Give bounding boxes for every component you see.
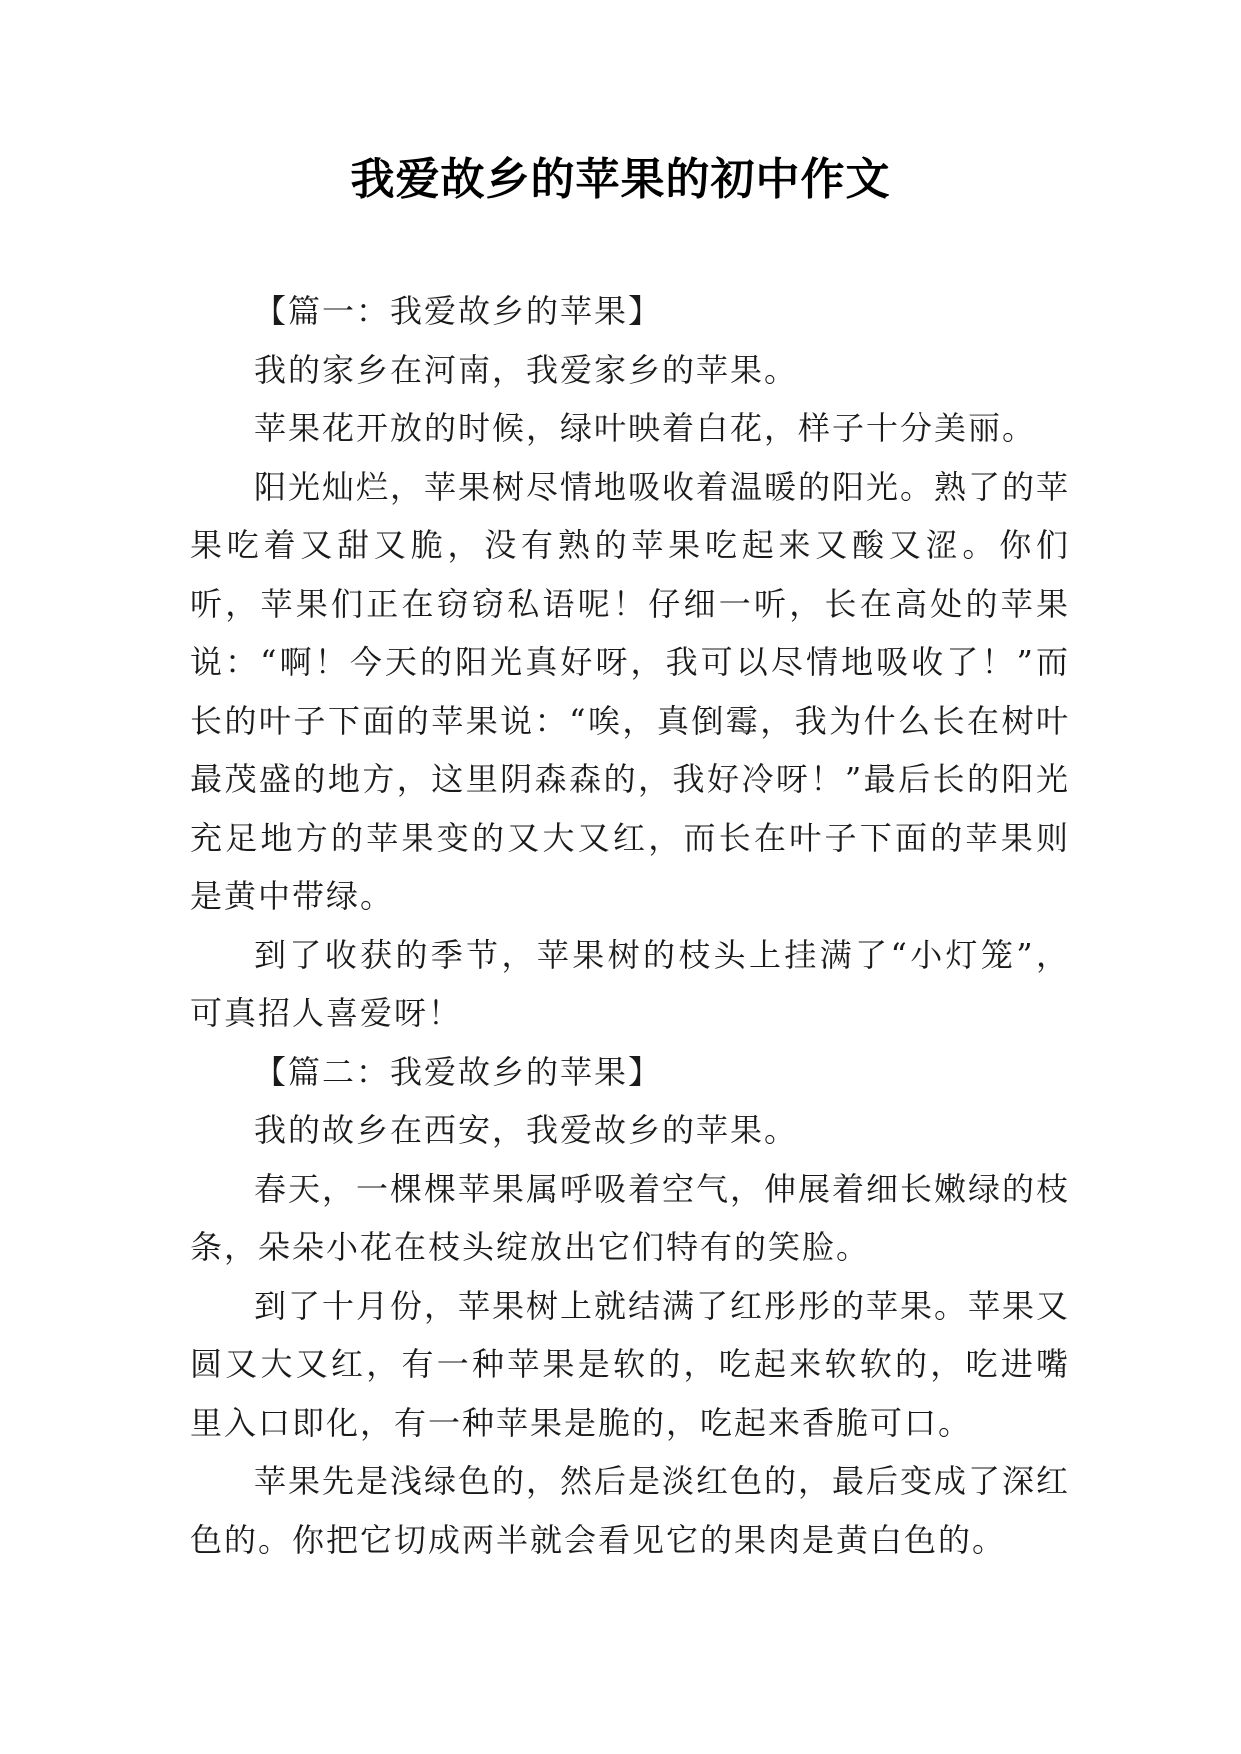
paragraph: 到了十月份，苹果树上就结满了红彤彤的苹果。苹果又圆又大又红，有一种苹果是软的，吃起来软软的，吃进嘴里入口即化，有一种苹果是脆的，吃起来香脆可口。 bbox=[190, 1286, 1071, 1442]
section-heading-2: 【篇二：我爱故乡的苹果】 bbox=[254, 1052, 663, 1091]
paragraph: 我的家乡在河南，我爱家乡的苹果。 bbox=[254, 350, 799, 389]
document-title: 我爱故乡的苹果的初中作文 bbox=[350, 154, 891, 205]
document-body bbox=[190, 282, 1070, 1569]
section-heading-1: 【篇一：我爱故乡的苹果】 bbox=[254, 292, 663, 330]
paragraph: 苹果先是浅绿色的，然后是淡红色的，最后变成了深红色的。你把它切成两半就会看见它的果肉是黄白色的。 bbox=[190, 1462, 1071, 1559]
paragraph: 我的故乡在西安，我爱故乡的苹果。 bbox=[254, 1111, 799, 1149]
paragraph: 春天，一棵棵苹果属呼吸着空气，伸展着细长嫩绿的枝条，朵朵小花在枝头绽放出它们特有的笑脸。 bbox=[190, 1169, 1071, 1266]
paragraph: 阳光灿烂，苹果树尽情地吸收着温暖的阳光。熟了的苹果吃着又甜又脆，没有熟的苹果吃起来又酸又涩。你们听，苹果们正在窃窃私语呢！仔细一听，长在高处的苹果说：“啊！今天的阳光真好呀，我可以尽情地吸收了！”而长的叶子下面的苹果说：“唉，真倒霉，我为什么长在树叶最茂盛的地方，这里阴森森的，我好冷呀！”最后长的阳光充足地方的苹果变的又大又红，而长在叶子下面的苹果则是黄中带绿。 bbox=[190, 467, 1071, 915]
paragraph: 苹果花开放的时候，绿叶映着白花，样子十分美丽。 bbox=[254, 409, 1037, 447]
paragraph: 到了收获的季节，苹果树的枝头上挂满了“小灯笼”，可真招人喜爱呀！ bbox=[190, 935, 1070, 1032]
